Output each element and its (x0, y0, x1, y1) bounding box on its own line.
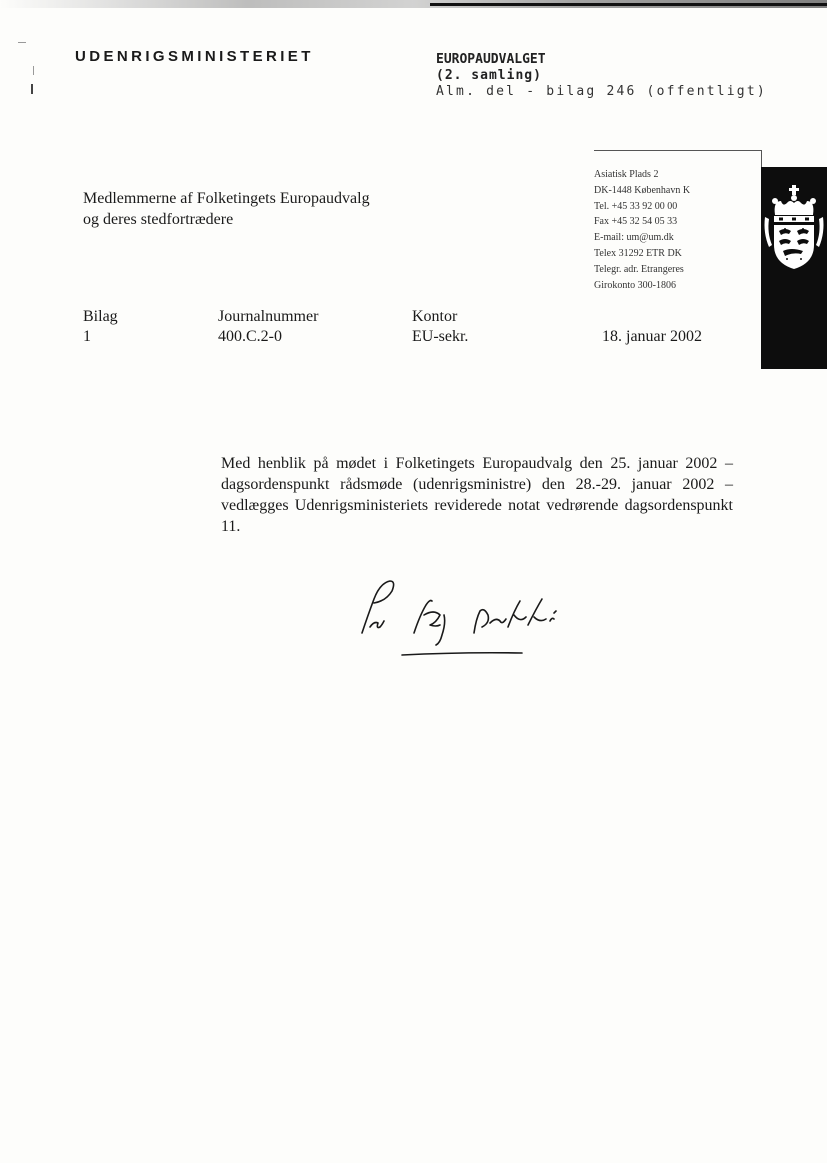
stamp-session: (2. samling) (436, 68, 542, 83)
ministry-name: UDENRIGSMINISTERIET (75, 48, 314, 65)
letter-date: 18. januar 2002 (602, 328, 702, 345)
ref-journal (218, 307, 318, 347)
kontor-value: EU-sekr. (412, 328, 469, 345)
handwritten-signature (350, 575, 570, 660)
recipient-line: Medlemmerne af Folketingets Europaudvalg (83, 190, 370, 207)
recipient-block (83, 188, 370, 230)
bilag-value: 1 (83, 328, 91, 345)
bilag-label: Bilag (83, 308, 118, 325)
stamp-committee: EUROPAUDVALGET (436, 52, 546, 67)
address-tel: Tel. +45 33 92 00 00 (594, 200, 678, 212)
address-fax: Fax +45 32 54 05 33 (594, 216, 678, 228)
ref-bilag (83, 307, 118, 347)
margin-speck (33, 66, 34, 75)
journal-value: 400.C.2-0 (218, 328, 282, 345)
stamp-appendix: Alm. del - bilag 246 (offentligt) (436, 84, 767, 99)
address-block (594, 167, 690, 293)
address-rule (594, 150, 762, 151)
address-street: Asiatisk Plads 2 (594, 169, 659, 180)
recipient-line: og deres stedfortrædere (83, 211, 234, 228)
scan-border-line (430, 3, 827, 6)
danish-coat-of-arms-icon (761, 181, 827, 271)
margin-speck (31, 84, 33, 94)
margin-speck (18, 42, 26, 43)
address-telex: Telex 31292 ETR DK (594, 247, 682, 259)
address-giro: Girokonto 300-1806 (594, 279, 676, 291)
body-paragraph: Med henblik på mødet i Folketingets Europaudvalg den 25. januar 2002 – dagsordenspunkt rådsmøde (udenrigsministre) den 28.-29. januar 2002 – vedlægges Udenrigsministeriets reviderede notat vedrørende dagsordenspunkt 11. (221, 455, 733, 535)
ref-kontor (412, 307, 468, 347)
kontor-label: Kontor (412, 308, 458, 325)
address-email: E-mail: um@um.dk (594, 232, 674, 244)
crest-panel (761, 167, 827, 369)
journal-label: Journalnummer (218, 308, 319, 325)
address-telegr: Telegr. adr. Etrangeres (594, 263, 684, 275)
address-city: DK-1448 København K (594, 184, 691, 196)
address-rule-vertical (761, 150, 762, 168)
